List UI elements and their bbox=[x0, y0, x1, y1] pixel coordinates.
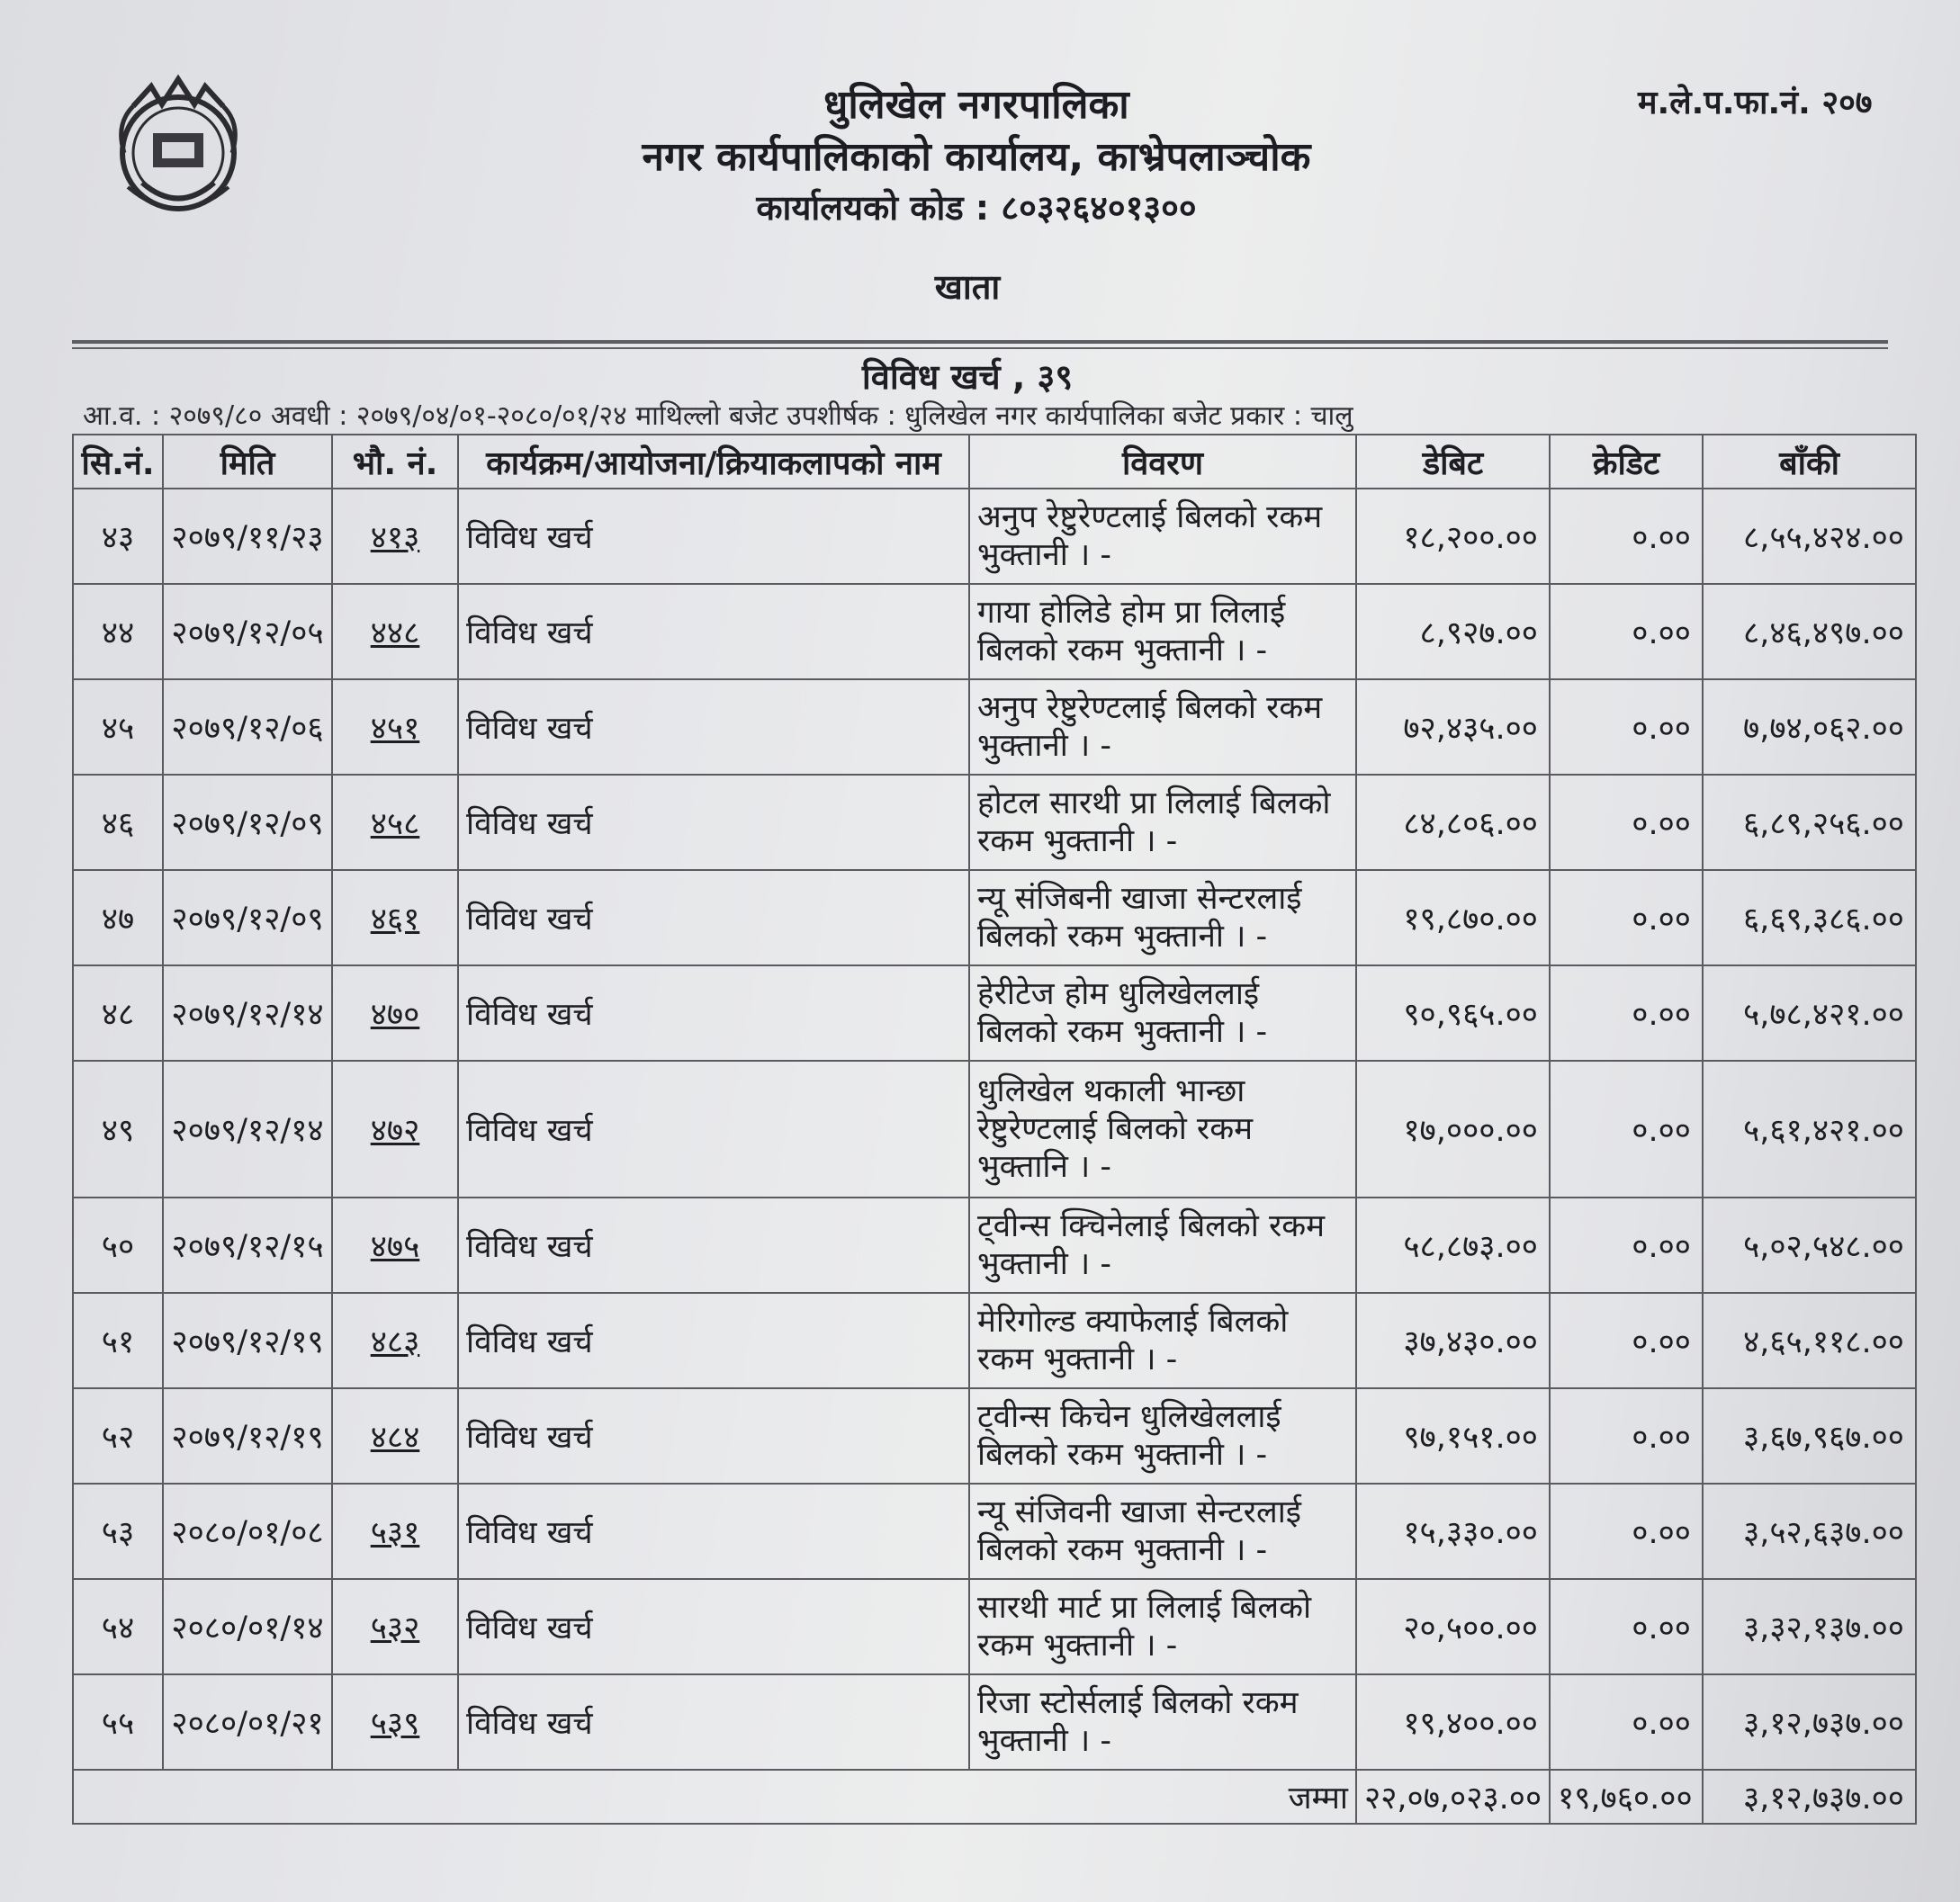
cell-date: २०७९/१२/०९ bbox=[163, 870, 332, 965]
cell-credit: ०.०० bbox=[1550, 1579, 1703, 1674]
description-line: गाया होलिडे होम प्रा लिलाई bbox=[977, 595, 1286, 631]
description-line: भुक्तानी । - bbox=[977, 728, 1112, 764]
cell-debit: ८,९२७.०० bbox=[1356, 584, 1550, 679]
table-row bbox=[73, 775, 1916, 870]
cell-date: २०७९/१२/०६ bbox=[163, 679, 332, 775]
cell-debit: १९,८७०.०० bbox=[1356, 870, 1550, 965]
office-name: नगर कार्यपालिकाको कार्यालय, काभ्रेपलाञ्चोक bbox=[642, 134, 1311, 180]
cell-credit: ०.०० bbox=[1550, 775, 1703, 870]
col-header-sn: सि.नं. bbox=[73, 435, 163, 489]
cell-debit: ३७,४३०.०० bbox=[1356, 1293, 1550, 1388]
cell-program: विविध खर्च bbox=[458, 1484, 969, 1579]
cell-balance: ६,६९,३८६.०० bbox=[1703, 870, 1916, 965]
table-row bbox=[73, 1293, 1916, 1388]
cell-sn: ५१ bbox=[73, 1293, 163, 1388]
ledger-meta: आ.व. : २०७९/८० अवधी : २०७९/०४/०१-२०८०/०१/२४ माथिल्लो बजेट उपशीर्षक : धुलिखेल नगर कार्यपालिका बजेट प्रकार : चालु bbox=[83, 400, 1353, 432]
col-header-credit: क्रेडिट bbox=[1550, 435, 1703, 489]
description-line: भुक्तानी । - bbox=[977, 537, 1112, 573]
cell-date: २०८०/०१/१४ bbox=[163, 1579, 332, 1674]
description-line: रकम भुक्तानी । - bbox=[977, 823, 1178, 859]
cell-balance: ३,६७,९६७.०० bbox=[1703, 1388, 1916, 1484]
table-row bbox=[73, 1198, 1916, 1293]
cell-balance: ८,४६,४९७.०० bbox=[1703, 584, 1916, 679]
description-line: बिलको रकम भुक्तानी । - bbox=[977, 1532, 1268, 1568]
cell-credit: ०.०० bbox=[1550, 1061, 1703, 1198]
cell-date: २०७९/१२/१९ bbox=[163, 1293, 332, 1388]
table-row bbox=[73, 1061, 1916, 1198]
cell-sn: ४४ bbox=[73, 584, 163, 679]
cell-balance: ३,३२,१३७.०० bbox=[1703, 1579, 1916, 1674]
description-line: बिलको रकम भुक्तानी । - bbox=[977, 1437, 1268, 1473]
cell-program: विविध खर्च bbox=[458, 1198, 969, 1293]
cell-description bbox=[969, 489, 1356, 584]
cell-credit: ०.०० bbox=[1550, 965, 1703, 1061]
cell-program: विविध खर्च bbox=[458, 1579, 969, 1674]
cell-debit: २०,५००.०० bbox=[1356, 1579, 1550, 1674]
cell-date: २०७९/१२/१५ bbox=[163, 1198, 332, 1293]
cell-sn: ५२ bbox=[73, 1388, 163, 1484]
cell-balance: ३,१२,७३७.०० bbox=[1703, 1674, 1916, 1770]
description-line: ट्वीन्स किचेन धुलिखेललाई bbox=[977, 1399, 1281, 1435]
cell-voucher: ४८३ bbox=[332, 1293, 458, 1388]
cell-sn: ४९ bbox=[73, 1061, 163, 1198]
col-header-voucher: भौ. नं. bbox=[332, 435, 458, 489]
description-line: रकम भुक्तानी । - bbox=[977, 1341, 1178, 1377]
cell-credit: ०.०० bbox=[1550, 584, 1703, 679]
cell-voucher: ५३१ bbox=[332, 1484, 458, 1579]
form-number: म.ले.प.फा.नं. २०७ bbox=[1638, 85, 1873, 121]
office-code: कार्यालयको कोड : ८०३२६४०१३०० bbox=[756, 188, 1197, 228]
table-row bbox=[73, 584, 1916, 679]
cell-program: विविध खर्च bbox=[458, 965, 969, 1061]
cell-program: विविध खर्च bbox=[458, 1388, 969, 1484]
cell-voucher: ४६१ bbox=[332, 870, 458, 965]
table-row bbox=[73, 1388, 1916, 1484]
cell-credit: ०.०० bbox=[1550, 870, 1703, 965]
table-row bbox=[73, 965, 1916, 1061]
ledger-table bbox=[72, 434, 1917, 1825]
cell-debit: १७,०००.०० bbox=[1356, 1061, 1550, 1198]
cell-debit: ७२,४३५.०० bbox=[1356, 679, 1550, 775]
cell-description bbox=[969, 1293, 1356, 1388]
cell-sn: ५५ bbox=[73, 1674, 163, 1770]
description-line: भुक्तानि । - bbox=[977, 1149, 1112, 1185]
cell-credit: ०.०० bbox=[1550, 1388, 1703, 1484]
cell-voucher: ४५८ bbox=[332, 775, 458, 870]
description-line: धुलिखेल थकाली भान्छा bbox=[977, 1073, 1245, 1109]
municipality-name: धुलिखेल नगरपालिका bbox=[823, 82, 1129, 128]
office-header bbox=[504, 79, 1449, 232]
cell-date: २०७९/११/२३ bbox=[163, 489, 332, 584]
description-line: बिलको रकम भुक्तानी । - bbox=[977, 919, 1268, 955]
col-header-debit: डेबिट bbox=[1356, 435, 1550, 489]
cell-sn: ५३ bbox=[73, 1484, 163, 1579]
cell-voucher: ४१३ bbox=[332, 489, 458, 584]
cell-balance: ३,५२,६३७.०० bbox=[1703, 1484, 1916, 1579]
table-row bbox=[73, 489, 1916, 584]
cell-description bbox=[969, 1484, 1356, 1579]
cell-voucher: ५३२ bbox=[332, 1579, 458, 1674]
cell-date: २०८०/०१/२१ bbox=[163, 1674, 332, 1770]
cell-program: विविध खर्च bbox=[458, 679, 969, 775]
description-line: सारथी मार्ट प्रा लिलाई बिलको bbox=[977, 1590, 1312, 1626]
cell-description bbox=[969, 1674, 1356, 1770]
cell-description bbox=[969, 1388, 1356, 1484]
cell-voucher: ४५१ bbox=[332, 679, 458, 775]
cell-credit: ०.०० bbox=[1550, 1198, 1703, 1293]
total-debit: २२,०७,०२३.०० bbox=[1356, 1770, 1550, 1824]
description-line: भुक्तानी । - bbox=[977, 1246, 1112, 1282]
cell-credit: ०.०० bbox=[1550, 1293, 1703, 1388]
cell-debit: ८४,८०६.०० bbox=[1356, 775, 1550, 870]
cell-date: २०८०/०१/०८ bbox=[163, 1484, 332, 1579]
description-line: भुक्तानी । - bbox=[977, 1723, 1112, 1759]
cell-description bbox=[969, 965, 1356, 1061]
cell-description bbox=[969, 679, 1356, 775]
description-line: ट्वीन्स क्चिनेलाई बिलको रकम bbox=[977, 1208, 1326, 1244]
description-line: अनुप रेष्टुरेण्टलाई बिलको रकम bbox=[977, 690, 1323, 726]
cell-program: विविध खर्च bbox=[458, 870, 969, 965]
cell-program: विविध खर्च bbox=[458, 489, 969, 584]
cell-description bbox=[969, 584, 1356, 679]
cell-voucher: ५३९ bbox=[332, 1674, 458, 1770]
cell-description bbox=[969, 1198, 1356, 1293]
cell-balance: ५,६१,४२१.०० bbox=[1703, 1061, 1916, 1198]
cell-credit: ०.०० bbox=[1550, 1674, 1703, 1770]
cell-description bbox=[969, 775, 1356, 870]
table-row bbox=[73, 1674, 1916, 1770]
description-line: अनुप रेष्टुरेण्टलाई बिलको रकम bbox=[977, 499, 1323, 535]
cell-program: विविध खर्च bbox=[458, 1293, 969, 1388]
total-credit: १९,७६०.०० bbox=[1550, 1770, 1703, 1824]
cell-balance: ७,७४,०६२.०० bbox=[1703, 679, 1916, 775]
cell-credit: ०.०० bbox=[1550, 679, 1703, 775]
table-row bbox=[73, 1484, 1916, 1579]
cell-voucher: ४७२ bbox=[332, 1061, 458, 1198]
divider bbox=[72, 347, 1888, 349]
document-title: खाता bbox=[934, 267, 1001, 307]
cell-sn: ४५ bbox=[73, 679, 163, 775]
cell-sn: ५४ bbox=[73, 1579, 163, 1674]
cell-program: विविध खर्च bbox=[458, 584, 969, 679]
ledger-heading: विविध खर्च , ३९ bbox=[861, 357, 1074, 397]
cell-balance: ५,७८,४२१.०० bbox=[1703, 965, 1916, 1061]
cell-date: २०७९/१२/०९ bbox=[163, 775, 332, 870]
government-emblem-icon bbox=[106, 70, 250, 228]
table-header-row bbox=[73, 435, 1916, 489]
description-line: हेरीटेज होम धुलिखेललाई bbox=[977, 976, 1260, 1012]
cell-description bbox=[969, 1579, 1356, 1674]
description-line: रकम भुक्तानी । - bbox=[977, 1628, 1178, 1664]
col-header-date: मिति bbox=[163, 435, 332, 489]
cell-sn: ४६ bbox=[73, 775, 163, 870]
table-row bbox=[73, 870, 1916, 965]
cell-debit: १८,२००.०० bbox=[1356, 489, 1550, 584]
total-row bbox=[73, 1770, 1916, 1824]
description-line: बिलको रकम भुक्तानी । - bbox=[977, 1014, 1268, 1050]
cell-description bbox=[969, 1061, 1356, 1198]
description-line: बिलको रकम भुक्तानी । - bbox=[977, 633, 1268, 668]
cell-debit: ५८,८७३.०० bbox=[1356, 1198, 1550, 1293]
cell-date: २०७९/१२/१४ bbox=[163, 965, 332, 1061]
cell-date: २०७९/१२/१९ bbox=[163, 1388, 332, 1484]
cell-debit: ९०,९६५.०० bbox=[1356, 965, 1550, 1061]
cell-date: २०७९/१२/१४ bbox=[163, 1061, 332, 1198]
cell-voucher: ४४८ bbox=[332, 584, 458, 679]
description-line: रिजा स्टोर्सलाई बिलको रकम bbox=[977, 1685, 1299, 1721]
cell-balance: ४,६५,११८.०० bbox=[1703, 1293, 1916, 1388]
col-header-program: कार्यक्रम/आयोजना/क्रियाकलापको नाम bbox=[458, 435, 969, 489]
description-line: न्यू संजिबनी खाजा सेन्टरलाई bbox=[977, 881, 1302, 917]
description-line: रेष्टुरेण्टलाई बिलको रकम bbox=[977, 1111, 1254, 1147]
table-row bbox=[73, 679, 1916, 775]
total-label: जम्मा bbox=[73, 1770, 1356, 1824]
cell-balance: ५,०२,५४८.०० bbox=[1703, 1198, 1916, 1293]
cell-voucher: ४७० bbox=[332, 965, 458, 1061]
cell-debit: ९७,१५१.०० bbox=[1356, 1388, 1550, 1484]
description-line: न्यू संजिवनी खाजा सेन्टरलाई bbox=[977, 1494, 1301, 1530]
cell-balance: ६,८९,२५६.०० bbox=[1703, 775, 1916, 870]
cell-debit: १९,४००.०० bbox=[1356, 1674, 1550, 1770]
cell-sn: ४८ bbox=[73, 965, 163, 1061]
cell-sn: ५० bbox=[73, 1198, 163, 1293]
cell-credit: ०.०० bbox=[1550, 489, 1703, 584]
col-header-balance: बाँकी bbox=[1703, 435, 1916, 489]
description-line: मेरिगोल्ड क्याफेलाई बिलको bbox=[977, 1304, 1289, 1340]
cell-program: विविध खर्च bbox=[458, 1061, 969, 1198]
cell-debit: १५,३३०.०० bbox=[1356, 1484, 1550, 1579]
cell-date: २०७९/१२/०५ bbox=[163, 584, 332, 679]
cell-sn: ४७ bbox=[73, 870, 163, 965]
cell-sn: ४३ bbox=[73, 489, 163, 584]
cell-balance: ८,५५,४२४.०० bbox=[1703, 489, 1916, 584]
cell-description bbox=[969, 870, 1356, 965]
description-line: होटल सारथी प्रा लिलाई बिलको bbox=[977, 785, 1331, 821]
cell-program: विविध खर्च bbox=[458, 1674, 969, 1770]
cell-voucher: ४७५ bbox=[332, 1198, 458, 1293]
total-balance: ३,१२,७३७.०० bbox=[1703, 1770, 1916, 1824]
cell-voucher: ४८४ bbox=[332, 1388, 458, 1484]
table-row bbox=[73, 1579, 1916, 1674]
cell-credit: ०.०० bbox=[1550, 1484, 1703, 1579]
col-header-description: विवरण bbox=[969, 435, 1356, 489]
cell-program: विविध खर्च bbox=[458, 775, 969, 870]
divider bbox=[72, 340, 1888, 344]
